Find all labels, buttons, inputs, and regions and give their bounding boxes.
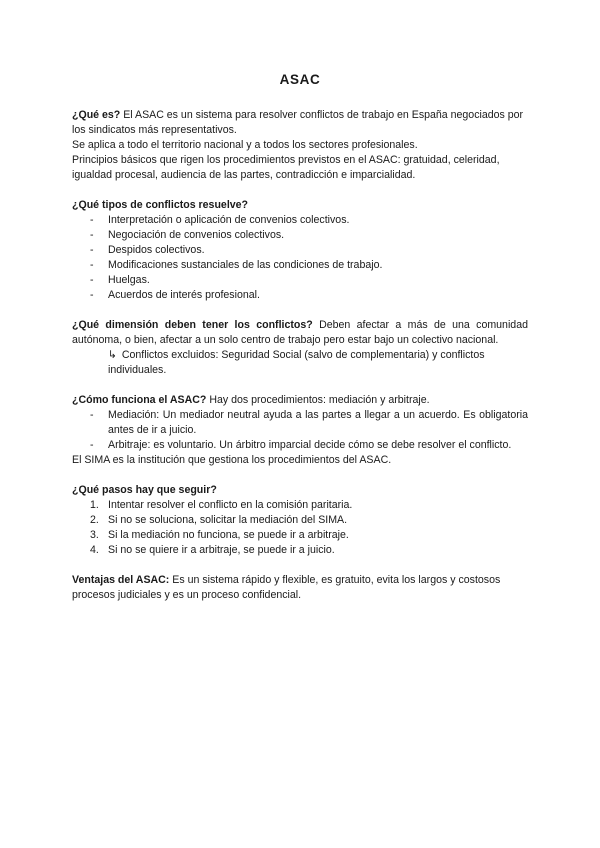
- list-item: - Interpretación o aplicación de convenios colectivos.: [72, 213, 528, 228]
- list-item: [72, 513, 528, 528]
- list-item: [72, 543, 528, 558]
- step-number: 3.: [90, 529, 99, 541]
- dimension-note-text: Conflictos excluidos: Seguridad Social (salvo de complementaria) y conflictos individuales.: [108, 349, 485, 376]
- page-title: ASAC: [279, 72, 321, 87]
- list-item: - Huelgas.: [72, 273, 528, 288]
- funciona-heading: ¿Cómo funciona el ASAC?: [72, 394, 207, 406]
- section-funciona: [72, 393, 528, 468]
- section-pasos: [72, 483, 528, 558]
- list-item: [72, 528, 528, 543]
- intro-text: El ASAC es un sistema para resolver conflictos de trabajo en España negociados por los sindicatos más representativos.: [72, 109, 524, 136]
- arrow-icon: ↳: [108, 349, 117, 361]
- funciona-footer: El SIMA es la institución que gestiona los procedimientos del ASAC.: [72, 454, 392, 466]
- funciona-paragraph: [72, 393, 528, 408]
- dimension-heading: ¿Qué dimensión deben tener los conflictos?: [72, 319, 313, 331]
- section-dimension: [72, 318, 528, 378]
- intro-paragraph: [72, 108, 528, 138]
- intro-heading: ¿Qué es?: [72, 109, 121, 121]
- list-item: - Modificaciones sustanciales de las condiciones de trabajo.: [72, 258, 528, 273]
- step-number: 2.: [90, 514, 99, 526]
- dimension-text: Deben afectar a más de una comunidad autónoma, o bien, afectar a un solo centro de trabajo pero estar bajo un colectivo nacional.: [72, 319, 528, 346]
- ventajas-text: Es un sistema rápido y flexible, es gratuito, evita los largos y costosos procesos judiciales y es un proceso confidencial.: [72, 574, 501, 601]
- list-item: - Mediación: Un mediador neutral ayuda a las partes a llegar a un acuerdo. Es obligatoria antes de ir a juicio.: [72, 408, 528, 438]
- funciona-text: Hay dos procedimientos: mediación y arbitraje.: [206, 394, 430, 406]
- list-item: - Negociación de convenios colectivos.: [72, 228, 528, 243]
- step-text: Si la mediación no funciona, se puede ir a arbitraje.: [108, 529, 349, 541]
- step-text: Intentar resolver el conflicto en la comisión paritaria.: [108, 499, 353, 511]
- step-number: 4.: [90, 544, 99, 556]
- step-text: Si no se soluciona, solicitar la mediación del SIMA.: [108, 514, 348, 526]
- section-que-es: [72, 108, 528, 183]
- list-item: - Arbitraje: es voluntario. Un árbitro imparcial decide cómo se debe resolver el conflicto.: [72, 438, 528, 453]
- dimension-paragraph: [72, 318, 528, 348]
- document-body: [72, 108, 528, 618]
- pasos-heading: ¿Qué pasos hay que seguir?: [72, 484, 217, 496]
- list-item: - Acuerdos de interés profesional.: [72, 288, 528, 303]
- section-ventajas: [72, 573, 528, 603]
- tipos-heading: ¿Qué tipos de conflictos resuelve?: [72, 199, 249, 211]
- funciona-list: [72, 408, 528, 453]
- pasos-list: [72, 498, 528, 558]
- intro-line-3: Principios básicos que rigen los procedimientos previstos en el ASAC: gratuidad, celeridad, igualdad procesal, audiencia de las partes, contradicción e imparcialidad.: [72, 154, 500, 181]
- list-item: [72, 498, 528, 513]
- tipos-list: [72, 213, 528, 303]
- ventajas-heading: Ventajas del ASAC:: [72, 574, 170, 586]
- ventajas-paragraph: [72, 573, 528, 603]
- section-tipos: [72, 198, 528, 303]
- list-item: - Despidos colectivos.: [72, 243, 528, 258]
- dimension-note: [72, 348, 528, 378]
- step-text: Si no se quiere ir a arbitraje, se puede ir a juicio.: [108, 544, 335, 556]
- intro-line-2: Se aplica a todo el territorio nacional y a todos los sectores profesionales.: [72, 139, 418, 151]
- step-number: 1.: [90, 499, 99, 511]
